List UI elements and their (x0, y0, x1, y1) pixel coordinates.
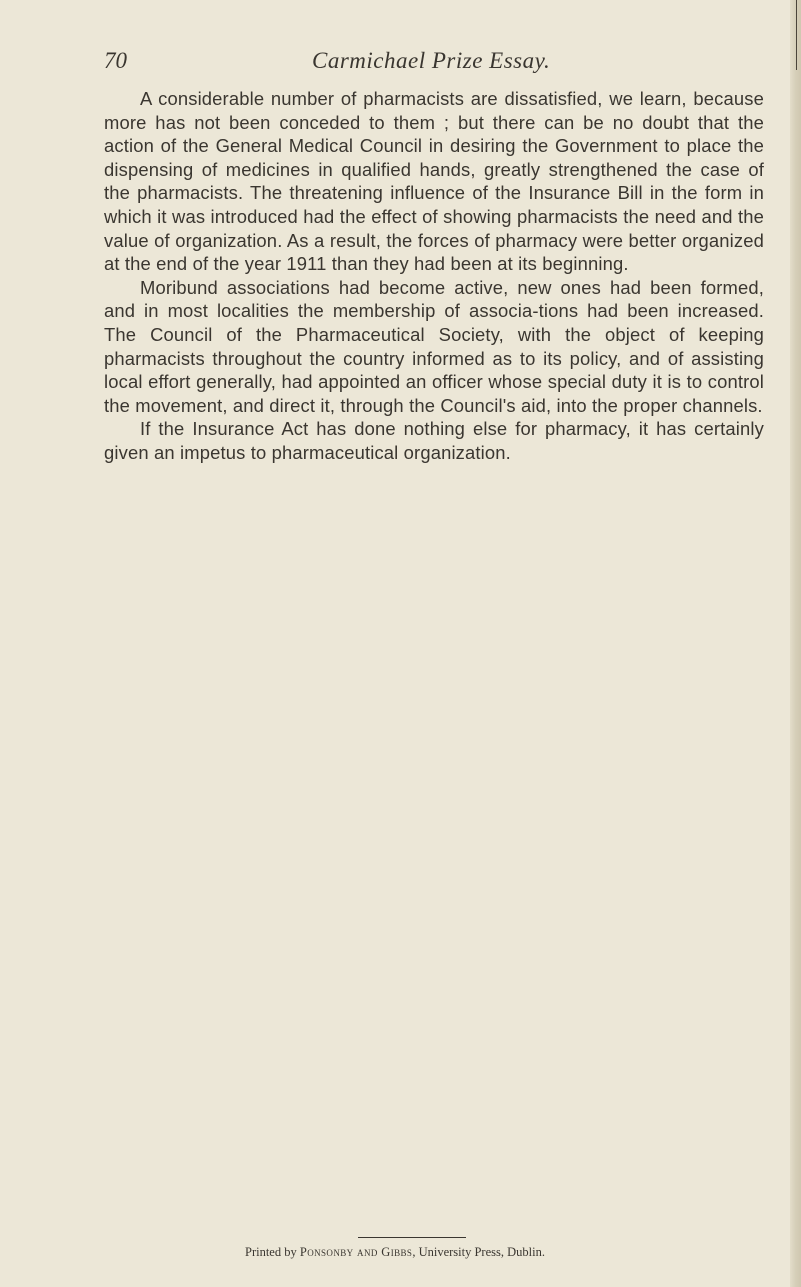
paragraph-insurance-act: If the Insurance Act has done nothing else for pharmacy, it has certainly given an impetus to pharmaceutical organization. (104, 418, 764, 463)
running-title: Carmichael Prize Essay. (312, 48, 551, 73)
running-head (104, 48, 764, 82)
paragraph-insurance-bill: A considerable number of pharmacists are dissatisfied, we learn, because more has not been conceded to them ; but there can be no doubt that the action of the General Medical Council in desiring the Government to place the dispensing of medicines in qualified hands, greatly strengthened the case of the pharmacists. The threatening influence of the Insurance Bill in the form in which it was introduced had the effect of showing pharmacists the need and the value of organization. As a result, the forces of pharmacy were better organized at the end of the year 1911 than they had been at its beginning. (104, 88, 764, 275)
imprint-suffix: , University Press, Dublin. (412, 1245, 545, 1259)
page-number: 70 (104, 48, 127, 73)
imprint-rule (358, 1237, 466, 1238)
printer-imprint (245, 1245, 685, 1260)
page-edge (790, 0, 801, 1287)
imprint-printers: Ponsonby and Gibbs (299, 1245, 413, 1259)
imprint-prefix: Printed by (245, 1245, 300, 1259)
body-text (104, 87, 764, 465)
paragraph-associations: Moribund associations had become active, new ones had been formed, and in most localities the membership of associa-tions had been increased. The Council of the Pharmaceutical Society, with the object of keeping pharmacists throughout the country informed as to its policy, and of assisting local effort generally, had appointed an officer whose special duty it is to control the movement, and direct it, through the Council's aid, into the proper channels. (104, 276, 764, 416)
page-edge-line (796, 0, 797, 70)
